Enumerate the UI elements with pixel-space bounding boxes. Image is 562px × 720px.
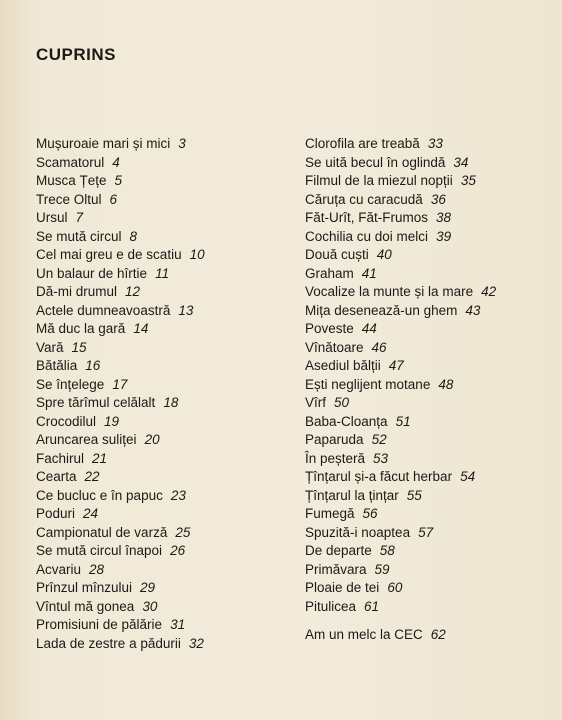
toc-entry-page-number: 4 — [112, 154, 120, 170]
toc-entry-title: Spuzită-i noaptea — [305, 524, 411, 540]
toc-entry — [36, 394, 271, 413]
toc-entry-title: Poduri — [36, 506, 76, 521]
toc-entry — [36, 450, 271, 469]
toc-entry-page-number: 25 — [175, 524, 191, 540]
toc-entry-title: Ursul — [36, 210, 68, 225]
toc-entry-title: Cearta — [36, 469, 77, 484]
toc-entry-title: Actele dumneavoastră — [36, 302, 171, 318]
toc-entry-title: Musca Țețe — [36, 173, 107, 188]
toc-entry-page-number: 30 — [142, 598, 158, 614]
toc-entry-title: Campionatul de varză — [36, 524, 168, 540]
toc-entry-page-number: 20 — [144, 432, 160, 447]
toc-entry-title: Cochilia cu doi melci — [305, 228, 429, 244]
toc-entry-page-number: 47 — [388, 358, 404, 373]
toc-entry-page-number: 16 — [85, 358, 101, 373]
toc-entry-page-number: 32 — [188, 635, 204, 651]
toc-entry-title: Vîntul mă gonea — [36, 598, 135, 614]
toc-entry-title: Un balaur de hîrtie — [36, 265, 148, 281]
toc-entry-title: Vocalize la munte și la mare — [305, 284, 474, 299]
toc-entry-title: În peșteră — [305, 450, 366, 466]
toc-entry-page-number: 13 — [178, 302, 194, 318]
toc-entry-title: Clorofila are treabă — [305, 136, 420, 151]
toc-entry-title: Țînțarul și-a făcut herbar — [305, 469, 453, 484]
toc-entry-page-number: 18 — [163, 395, 179, 410]
toc-entry — [36, 579, 271, 598]
toc-entry-page-number: 12 — [125, 284, 141, 299]
toc-entry-page-number: 57 — [418, 524, 434, 540]
toc-entry — [36, 191, 271, 210]
toc-entry — [36, 357, 271, 376]
toc-entry — [305, 191, 535, 210]
toc-entry-title: Căruța cu caracudă — [305, 191, 423, 207]
toc-entry — [305, 487, 535, 506]
toc-entry-title: Spre tărîmul celălalt — [36, 395, 156, 410]
toc-entry-page-number: 58 — [379, 543, 395, 558]
toc-entry — [305, 135, 535, 154]
toc-entry-title: Vîrf — [305, 395, 327, 410]
toc-entry-title: Ești neglijent motane — [305, 376, 431, 392]
toc-entry — [36, 542, 271, 561]
toc-entry — [305, 626, 535, 645]
toc-entry — [305, 357, 535, 376]
toc-entry-page-number: 50 — [334, 395, 350, 410]
toc-entry — [305, 542, 535, 561]
toc-entry-title: Mița desenează-un ghem — [305, 302, 458, 318]
toc-entry-title: Țînțarul la țințar — [305, 487, 399, 503]
toc-entry-page-number: 11 — [155, 265, 170, 281]
toc-entry-title: Se mută circul — [36, 228, 122, 244]
toc-entry — [305, 209, 535, 228]
toc-entry-page-number: 14 — [133, 321, 149, 336]
toc-entry-title: Lada de zestre a pădurii — [36, 635, 181, 651]
toc-entry — [36, 376, 271, 395]
toc-entry — [305, 394, 535, 413]
toc-entry — [305, 228, 535, 247]
toc-entry-title: Am un melc la CEC — [305, 627, 423, 642]
toc-entry-title: De departe — [305, 543, 372, 558]
toc-entry-page-number: 44 — [361, 321, 377, 336]
toc-entry-title: Fachirul — [36, 450, 85, 466]
toc-entry-page-number: 42 — [481, 284, 497, 299]
toc-entry — [36, 320, 271, 339]
toc-entry — [305, 598, 535, 617]
toc-entry — [36, 154, 271, 173]
toc-entry-page-number: 35 — [460, 173, 476, 188]
toc-entry-page-number: 62 — [430, 627, 446, 642]
toc-entry-page-number: 28 — [89, 561, 105, 577]
toc-entry-page-number: 5 — [114, 173, 123, 188]
toc-entry — [305, 154, 535, 173]
toc-entry-title: Mușuroaie mari și mici — [36, 136, 171, 151]
toc-entry-page-number: 59 — [374, 561, 390, 577]
toc-entry-page-number: 26 — [170, 543, 186, 558]
toc-entry — [305, 561, 535, 580]
toc-entry-page-number: 17 — [112, 376, 128, 392]
toc-entry — [305, 579, 535, 598]
toc-entry-page-number: 34 — [453, 154, 469, 170]
toc-entry — [305, 468, 535, 487]
toc-entry — [36, 505, 271, 524]
toc-entry-page-number: 15 — [71, 339, 87, 355]
toc-entry-page-number: 10 — [189, 247, 205, 262]
toc-entry — [36, 172, 271, 191]
toc-entry-title: Trece Oltul — [36, 191, 102, 207]
toc-entry-title: Filmul de la miezul nopții — [305, 173, 453, 188]
toc-entry-title: Se uită becul în oglindă — [305, 154, 446, 170]
toc-entry-page-number: 54 — [460, 469, 476, 484]
toc-entry-title: Aruncarea suliței — [36, 432, 137, 447]
toc-entry-page-number: 6 — [109, 191, 118, 207]
toc-entry-page-number: 53 — [373, 450, 389, 466]
toc-entry-page-number: 21 — [92, 450, 108, 466]
page-title: CUPRINS — [36, 45, 117, 64]
toc-entry-title: Ploaie de tei — [305, 580, 380, 595]
toc-entry-page-number: 56 — [362, 506, 378, 521]
toc-entry — [305, 172, 535, 191]
toc-entry — [305, 265, 535, 284]
toc-entry-page-number: 24 — [83, 506, 99, 521]
toc-entry-title: Pitulicea — [305, 598, 357, 614]
toc-entry-title: Se mută circul înapoi — [36, 543, 163, 558]
toc-entry-title: Două cuști — [305, 247, 369, 262]
toc-entry — [36, 616, 271, 635]
toc-entry — [305, 246, 535, 265]
toc-entry-page-number: 41 — [361, 265, 377, 281]
toc-entry — [305, 450, 535, 469]
toc-entry-title: Promisiuni de pălărie — [36, 617, 163, 632]
toc-entry — [305, 524, 535, 543]
toc-entry — [36, 431, 271, 450]
toc-entry — [36, 339, 271, 358]
toc-entry — [36, 487, 271, 506]
toc-entry — [36, 413, 271, 432]
toc-entry — [305, 283, 535, 302]
toc-entry — [36, 561, 271, 580]
toc-entry — [36, 265, 271, 284]
toc-entry — [36, 209, 271, 228]
toc-entry — [36, 135, 271, 154]
toc-entry-title: Bătălia — [36, 358, 78, 373]
toc-entry-page-number: 51 — [395, 413, 411, 429]
toc-entry — [305, 505, 535, 524]
toc-entry-page-number: 33 — [427, 136, 443, 151]
toc-entry-title: Ce bucluc e în papuc — [36, 487, 163, 503]
toc-entry-page-number: 61 — [364, 598, 380, 614]
toc-entry — [36, 283, 271, 302]
toc-entry — [36, 468, 271, 487]
toc-entry-title: Prînzul mînzului — [36, 580, 133, 595]
toc-entry-page-number: 8 — [129, 228, 138, 244]
toc-entry-page-number: 29 — [140, 580, 156, 595]
toc-entry-page-number: 19 — [104, 413, 120, 429]
toc-entry-title: Se înțelege — [36, 376, 105, 392]
toc-entry-title: Paparuda — [305, 432, 364, 447]
toc-entry-title: Vară — [36, 339, 64, 355]
toc-entry-title: Asediul bălții — [305, 358, 381, 373]
toc-entry-page-number: 52 — [371, 432, 387, 447]
toc-entry — [305, 320, 535, 339]
toc-entry-page-number: 3 — [178, 136, 186, 151]
toc-entry-page-number: 38 — [436, 210, 452, 225]
toc-entry-title: Poveste — [305, 321, 354, 336]
toc-entry-title: Acvariu — [36, 561, 82, 577]
toc-entry-title: Fumegă — [305, 506, 355, 521]
toc-entry — [305, 413, 535, 432]
toc-entry-page-number: 60 — [387, 580, 403, 595]
toc-entry-title: Dă-mi drumul — [36, 284, 118, 299]
toc-entry-page-number: 40 — [376, 247, 392, 262]
toc-entry-page-number: 31 — [170, 617, 186, 632]
toc-entry — [36, 228, 271, 247]
toc-column-right — [305, 135, 535, 645]
toc-entry-title: Cel mai greu e de scatiu — [36, 247, 182, 262]
toc-entry-page-number: 7 — [75, 210, 84, 225]
toc-entry-page-number: 22 — [84, 469, 100, 484]
toc-entry-page-number: 48 — [438, 376, 454, 392]
toc-entry-page-number: 39 — [436, 228, 452, 244]
toc-entry-page-number: 55 — [406, 487, 422, 503]
toc-entry-page-number: 46 — [371, 339, 387, 355]
toc-entry — [36, 598, 271, 617]
toc-column-left — [36, 135, 271, 653]
toc-entry — [36, 524, 271, 543]
toc-entry-title: Crocodilul — [36, 413, 97, 429]
toc-entry — [36, 246, 271, 265]
toc-entry-title: Primăvara — [305, 561, 367, 577]
toc-entry — [305, 339, 535, 358]
toc-entry-title: Mă duc la gară — [36, 321, 126, 336]
toc-entry-title: Vînătoare — [305, 339, 364, 355]
toc-entry — [305, 431, 535, 450]
toc-entry-title: Făt-Urît, Făt-Frumos — [305, 210, 429, 225]
toc-entry-page-number: 43 — [465, 302, 481, 318]
toc-entry-page-number: 23 — [170, 487, 186, 503]
toc-entry-title: Baba-Cloanța — [305, 413, 388, 429]
toc-entry — [305, 302, 535, 321]
toc-entry — [305, 376, 535, 395]
toc-entry — [36, 302, 271, 321]
toc-entry-title: Graham — [305, 265, 354, 281]
toc-entry-page-number: 36 — [430, 191, 446, 207]
toc-entry-title: Scamatorul — [36, 154, 105, 170]
toc-entry — [36, 635, 271, 654]
